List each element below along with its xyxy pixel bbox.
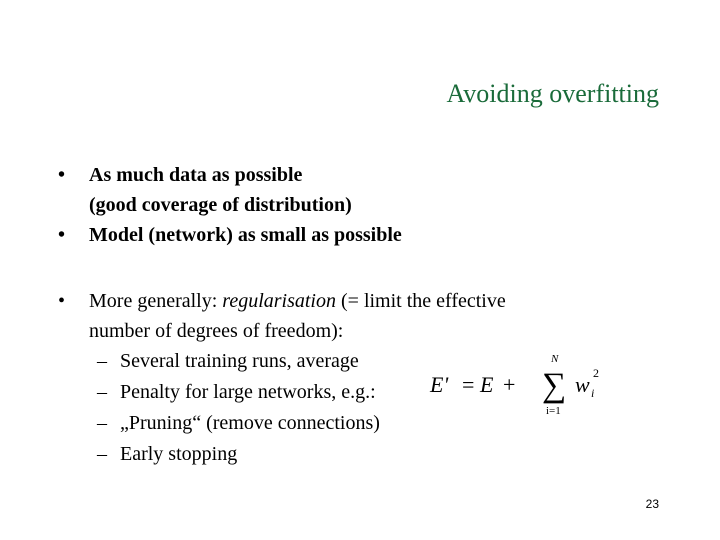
bullet-data-line2: (good coverage of distribution) xyxy=(89,194,352,216)
bullet-gap xyxy=(58,250,678,286)
bullet-regularisation-line2: number of degrees of freedom): xyxy=(89,320,344,342)
sub-dash: – xyxy=(97,381,107,403)
formula-lhs: E' xyxy=(430,372,449,397)
sub-item-early-stopping xyxy=(58,439,678,470)
sub-dash: – xyxy=(97,443,107,465)
sub-item-text: „Pruning“ (remove connections) xyxy=(120,412,380,434)
formula-sigma: ∑ xyxy=(542,367,567,404)
penalty-formula-svg xyxy=(430,350,610,430)
formula-sup-2: 2 xyxy=(593,366,599,380)
bullet-dot: • xyxy=(58,164,66,186)
bullet-dot: • xyxy=(58,290,66,312)
regularisation-prefix: More generally: xyxy=(89,290,223,312)
formula-sub-i: i xyxy=(591,386,595,400)
formula-plus: + xyxy=(503,372,516,397)
bullet-model-size xyxy=(58,220,678,250)
sub-item-text: Early stopping xyxy=(120,443,238,465)
formula-equals: = xyxy=(462,372,475,397)
regularisation-term: regularisation xyxy=(222,290,336,312)
bullet-dot: • xyxy=(58,224,66,246)
bullet-data-line1: As much data as possible xyxy=(89,164,303,186)
sub-item-text: Several training runs, average xyxy=(120,350,359,372)
penalty-formula xyxy=(430,350,610,430)
formula-w: w xyxy=(575,372,590,397)
bullet-model-size-text: Model (network) as small as possible xyxy=(89,224,402,246)
formula-rhs-e: E xyxy=(480,372,494,397)
page-number: 23 xyxy=(645,497,659,511)
formula-upper: N xyxy=(551,353,559,365)
bullet-regularisation xyxy=(58,286,678,346)
slide-title: Avoiding overfitting xyxy=(446,79,659,108)
formula-lower: i=1 xyxy=(546,405,561,417)
sub-dash: – xyxy=(97,350,107,372)
sub-dash: – xyxy=(97,412,107,434)
regularisation-suffix: (= limit the effective xyxy=(336,290,506,312)
bullet-data xyxy=(58,160,678,220)
bullet-regularisation-line1 xyxy=(89,286,678,316)
sub-item-text: Penalty for large networks, e.g.: xyxy=(120,381,376,403)
